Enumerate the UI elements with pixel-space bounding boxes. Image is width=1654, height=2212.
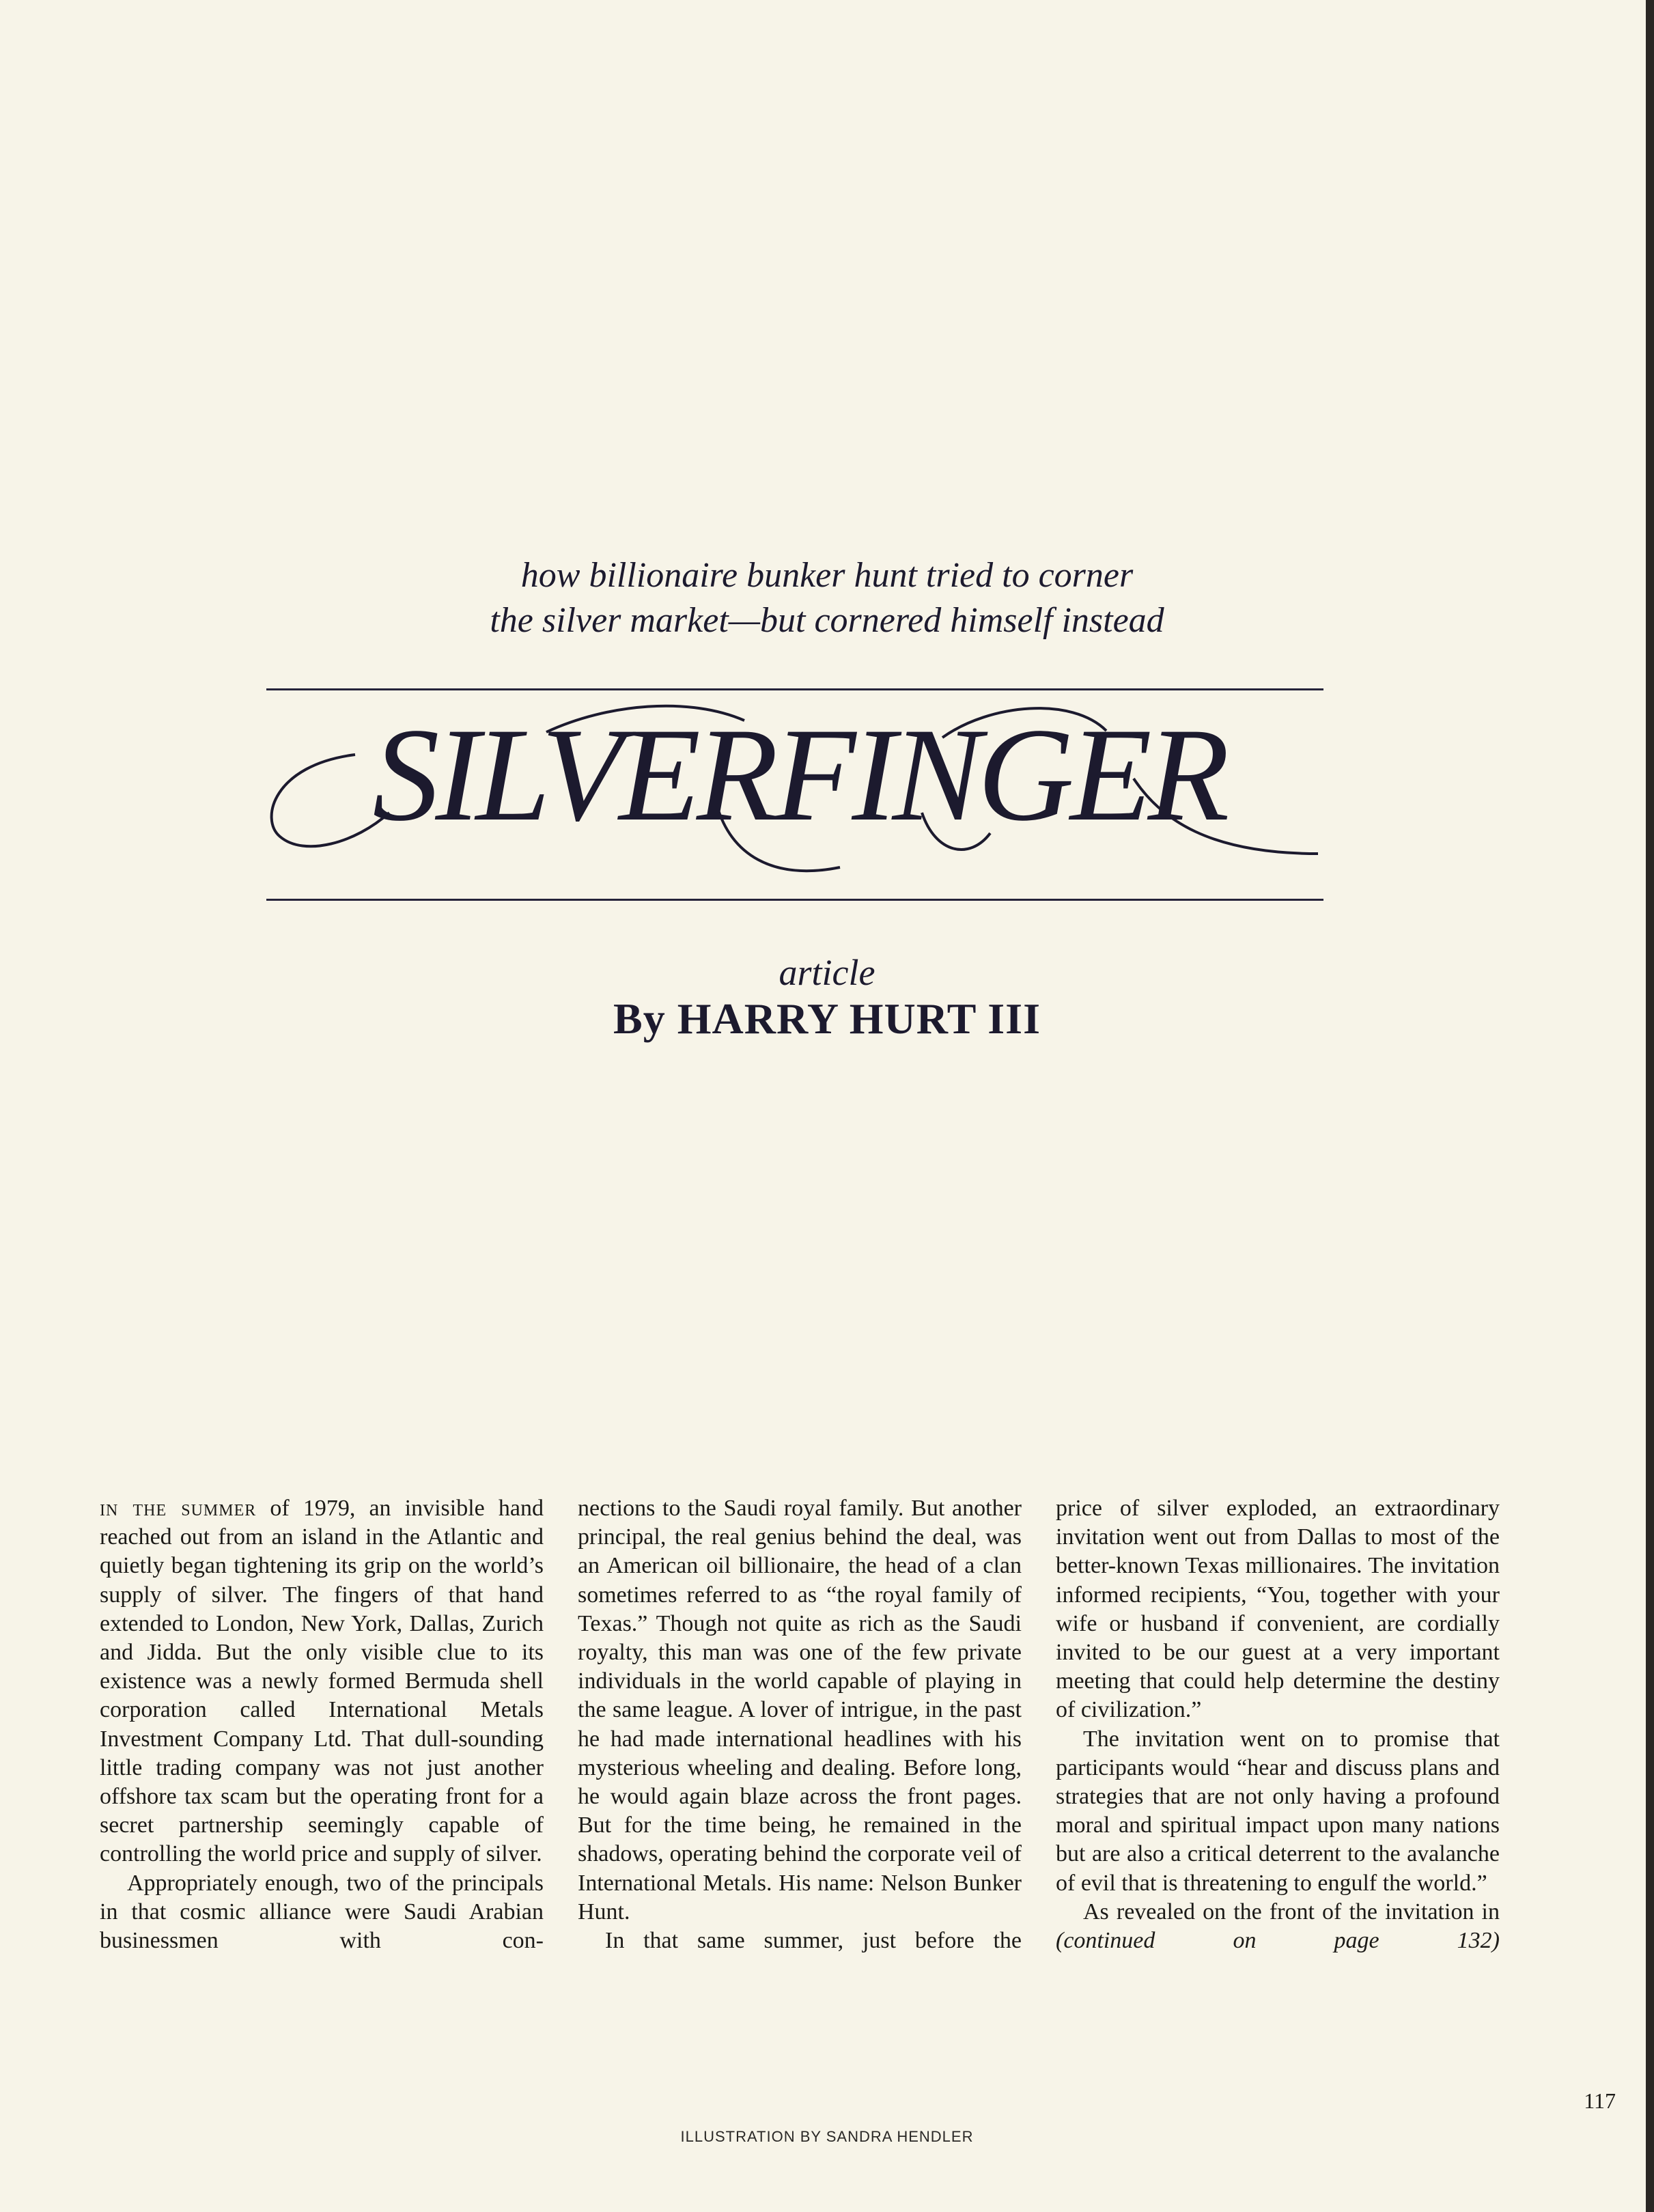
col3-paragraph-2: The invitation went on to promise that participants would “hear and discuss plans and strategies that are not only having a profound moral and spiritual impact upon many nations but are also a critical deterrent to the avalanche of evil that is threatening to engulf the world.” <box>1056 1726 1500 1896</box>
continued-jump-line: (continued on page 132) <box>1056 1928 1500 1954</box>
illustration-credit: ILLUSTRATION BY SANDRA HENDLER <box>680 2128 974 2145</box>
page-edge-shadow <box>1646 0 1654 2212</box>
col1-p1-text: of 1979, an invisible hand reached out from an island in the Atlantic and quietly began tightening its grip on the world’s supply of silver. The fingers of that hand extended to London, New York, Dallas, Zurich and Jidda. But the only visible clue to its existence was a newly formed Bermuda shell corporation called International Metals Investment Company Ltd. That dull-sounding little trading company was not just another offshore tax scam but the operating front for a secret partnership seemingly capable of controlling the world price and supply of silver. <box>100 1496 544 1867</box>
col3-paragraph-1: price of silver exploded, an extraordinary invitation went out from Dallas to most of the better-known Texas millionaires. The invitation informed recipients, “You, together with your wife or husband if convenient, are cordially invited to be our guest at a very important meeting that could help determine the destiny of civilization.” <box>1056 1496 1500 1723</box>
deck-line-1: how billionaire bunker hunt tried to corner <box>520 556 1134 595</box>
col1-paragraph-1 <box>100 1494 544 1869</box>
body-column-2 <box>578 1494 1022 1955</box>
article-kicker: article <box>779 952 875 993</box>
body-column-3 <box>1056 1494 1500 1955</box>
swash-left <box>272 755 389 846</box>
col3-paragraph-3 <box>1056 1898 1500 1955</box>
lead-in-smallcaps: in the summer <box>100 1496 257 1521</box>
body-column-1 <box>100 1494 544 1955</box>
title-rule-bottom <box>266 899 1323 901</box>
col2-paragraph-2: In that same summer, just before the <box>605 1928 1022 1954</box>
page-number: 117 <box>1584 2088 1616 2113</box>
title-logo-graphic <box>253 690 1345 899</box>
col1-paragraph-2: Appropriately enough, two of the principals in that cosmic alliance were Saudi Arabian businessmen with con- <box>100 1870 544 1954</box>
col3-p3-text: As revealed on the front of the invitation in <box>1083 1899 1500 1924</box>
deck-line-2: the silver market—but cornered himself instead <box>490 601 1164 640</box>
title-logo <box>253 690 1345 899</box>
byline: By HARRY HURT III <box>613 994 1041 1043</box>
col2-paragraph-1: nections to the Saudi royal family. But another principal, the real genius behind the deal, was an American oil billionaire, the head of a clan sometimes referred to as “the royal family of Texas.” Though not quite as rich as the Saudi royalty, this man was one of the few private individuals in the world capable of playing in the same league. A lover of intrigue, in the past he had made international headlines with his mysterious wheeling and dealing. Before long, he would again blaze across the front pages. But for the time being, he remained in the shadows, operating behind the corporate veil of International Metals. His name: Nelson Bunker Hunt. <box>578 1496 1022 1924</box>
title-text: SILVERFINGER <box>372 701 1226 849</box>
